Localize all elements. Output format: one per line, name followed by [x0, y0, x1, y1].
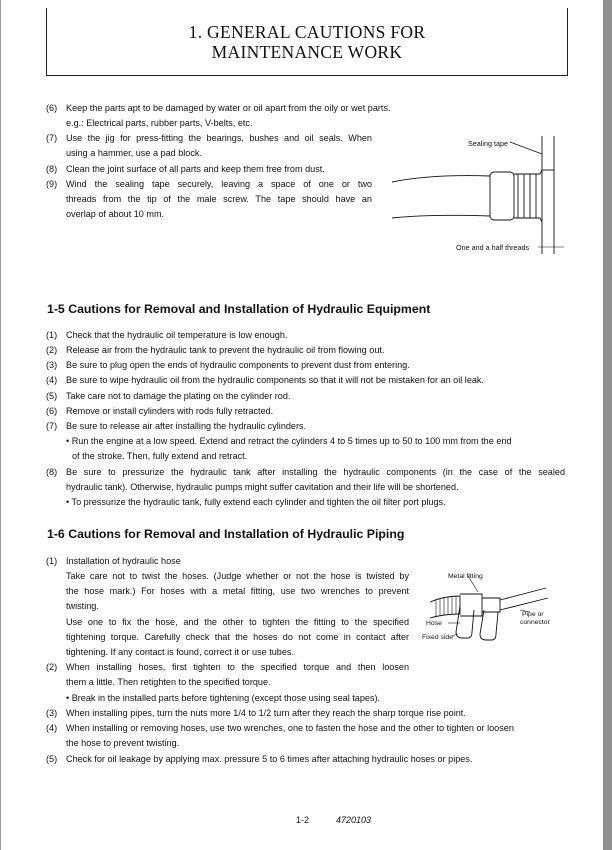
item-text: Use one to fix the hose, and the other to tighten the fitting to the specified	[66, 617, 409, 627]
item-text: When installing hoses, first tighten to the specified torque and then loosen	[66, 662, 409, 672]
item-text: Installation of hydraulic hose	[66, 556, 181, 566]
item-text: Wind the sealing tape securely, leaving a space of one or two	[66, 179, 372, 189]
chapter-title-line1: 1. GENERAL CAUTIONS FOR	[188, 22, 426, 42]
hose-label: Hose	[426, 620, 442, 627]
item-text: Check for oil leakage by applying max. pressure 5 to 6 times after attaching hydraulic hoses or pipes.	[66, 754, 473, 764]
item-text: • Run the engine at a low speed. Extend and retract the cylinders 4 to 5 times up to 50 to 100 mm from the end	[66, 436, 512, 446]
item-number: (5)	[46, 391, 58, 401]
section-heading-1-6: 1-6 Cautions for Removal and Installation of Hydraulic Piping	[47, 527, 405, 541]
section-1-5-list	[0, 328, 612, 508]
item-text: hydraulic tank). Otherwise, hydraulic pumps might suffer cavitation and their life will be shortened.	[66, 482, 459, 492]
item-text: When installing or removing hoses, use two wrenches, one to fasten the hose and the other to tighten or loosen	[66, 723, 514, 733]
item-text: Remove or install cylinders with rods fully retracted.	[66, 406, 274, 416]
item-number: (6)	[46, 406, 58, 416]
item-number: (8)	[46, 467, 58, 477]
item-text: them a little. Then retighten to the specified torque.	[66, 677, 271, 687]
item-text: Take care not to damage the plating on the cylinder rod.	[66, 391, 291, 401]
item-number: (9)	[46, 179, 58, 189]
pipe-or-label: Pipe or	[522, 611, 544, 618]
item-text: Be sure to release air after installing the hydraulic cylinders.	[66, 421, 307, 431]
hose-wrench-diagram	[420, 566, 566, 650]
page-number: 1-2	[296, 815, 310, 825]
item-text: Clean the joint surface of all parts and keep them free from dust.	[66, 164, 325, 174]
item-number: (3)	[46, 360, 58, 370]
item-text: threads from the tip of the male screw. The tape should have an	[66, 194, 372, 204]
document-number: 4720103	[336, 815, 372, 825]
item-text: the hose mark.) For hoses with a metal fitting, use two wrenches to prevent	[66, 586, 409, 596]
chapter-title-line2: MAINTENANCE WORK	[211, 42, 403, 62]
item-text: Be sure to plug open the ends of hydraulic components to prevent dust from entering.	[66, 360, 410, 370]
connector-label: connector	[520, 619, 550, 626]
item-text: tightening. If any contact is found, correct it or use tubes.	[66, 647, 294, 657]
item-text: overlap of about 10 mm.	[66, 209, 165, 219]
item-text: • To pressurize the hydraulic tank, fully extend each cylinder and tighten the oil filter port plugs.	[66, 497, 446, 507]
item-text: Be sure to pressurize the hydraulic tank after installing the hydraulic components (in the case of the sealed	[66, 467, 565, 477]
item-number: (7)	[46, 133, 58, 143]
item-text: Check that the hydraulic oil temperature is low enough.	[66, 330, 288, 340]
section-heading-1-5: 1-5 Cautions for Removal and Installation of Hydraulic Equipment	[47, 302, 431, 316]
item-number: (3)	[46, 708, 58, 718]
metal-fitting-label: Metal fitting	[448, 573, 483, 580]
item-number: (5)	[46, 754, 58, 764]
item-text: e.g.: Electrical parts, rubber parts, V-belts, etc.	[66, 118, 253, 128]
item-text: tightening torque. Carefully check that the hoses do not come in contact after	[66, 632, 409, 642]
item-number: (4)	[46, 375, 58, 385]
item-number: (1)	[46, 556, 58, 566]
item-text: Release air from the hydraulic tank to prevent the hydraulic oil from flowing out.	[66, 345, 385, 355]
item-number: (7)	[46, 421, 58, 431]
sealing-tape-label: Sealing tape	[468, 139, 508, 148]
item-number: (4)	[46, 723, 58, 733]
fixed-side-label: Fixed side	[422, 634, 453, 641]
item-text: When installing pipes, turn the nuts more 1/4 to 1/2 turn after they reach the sharp torque rise point.	[66, 708, 466, 718]
item-text: the hose to prevent twisting.	[66, 738, 180, 748]
item-text: • Break in the installed parts before tightening (except those using seal tapes).	[66, 693, 381, 703]
sealing-tape-diagram	[392, 130, 574, 255]
item-text: Take care not to twist the hoses. (Judge whether or not the hose is twisted by	[66, 571, 409, 581]
threads-label: One and a half threads	[456, 243, 530, 252]
item-text: twisting.	[66, 601, 99, 611]
item-text: Be sure to wipe hydraulic oil from the hydraulic components so that it will not be mistaken for an oil leak.	[66, 375, 485, 385]
chapter-title-box	[46, 8, 568, 76]
item-text: Use the jig for press-fitting the bearings, bushes and oil seals. When	[66, 133, 372, 143]
item-text: Keep the parts apt to be damaged by water or oil apart from the oily or wet parts.	[66, 103, 391, 113]
item-text: using a hammer, use a pad block.	[66, 148, 202, 158]
item-number: (6)	[46, 103, 58, 113]
item-number: (2)	[46, 345, 58, 355]
item-number: (8)	[46, 164, 58, 174]
item-number: (1)	[46, 330, 58, 340]
item-number: (2)	[46, 662, 58, 672]
item-text: of the stroke. Then, fully extend and retract.	[72, 451, 248, 461]
